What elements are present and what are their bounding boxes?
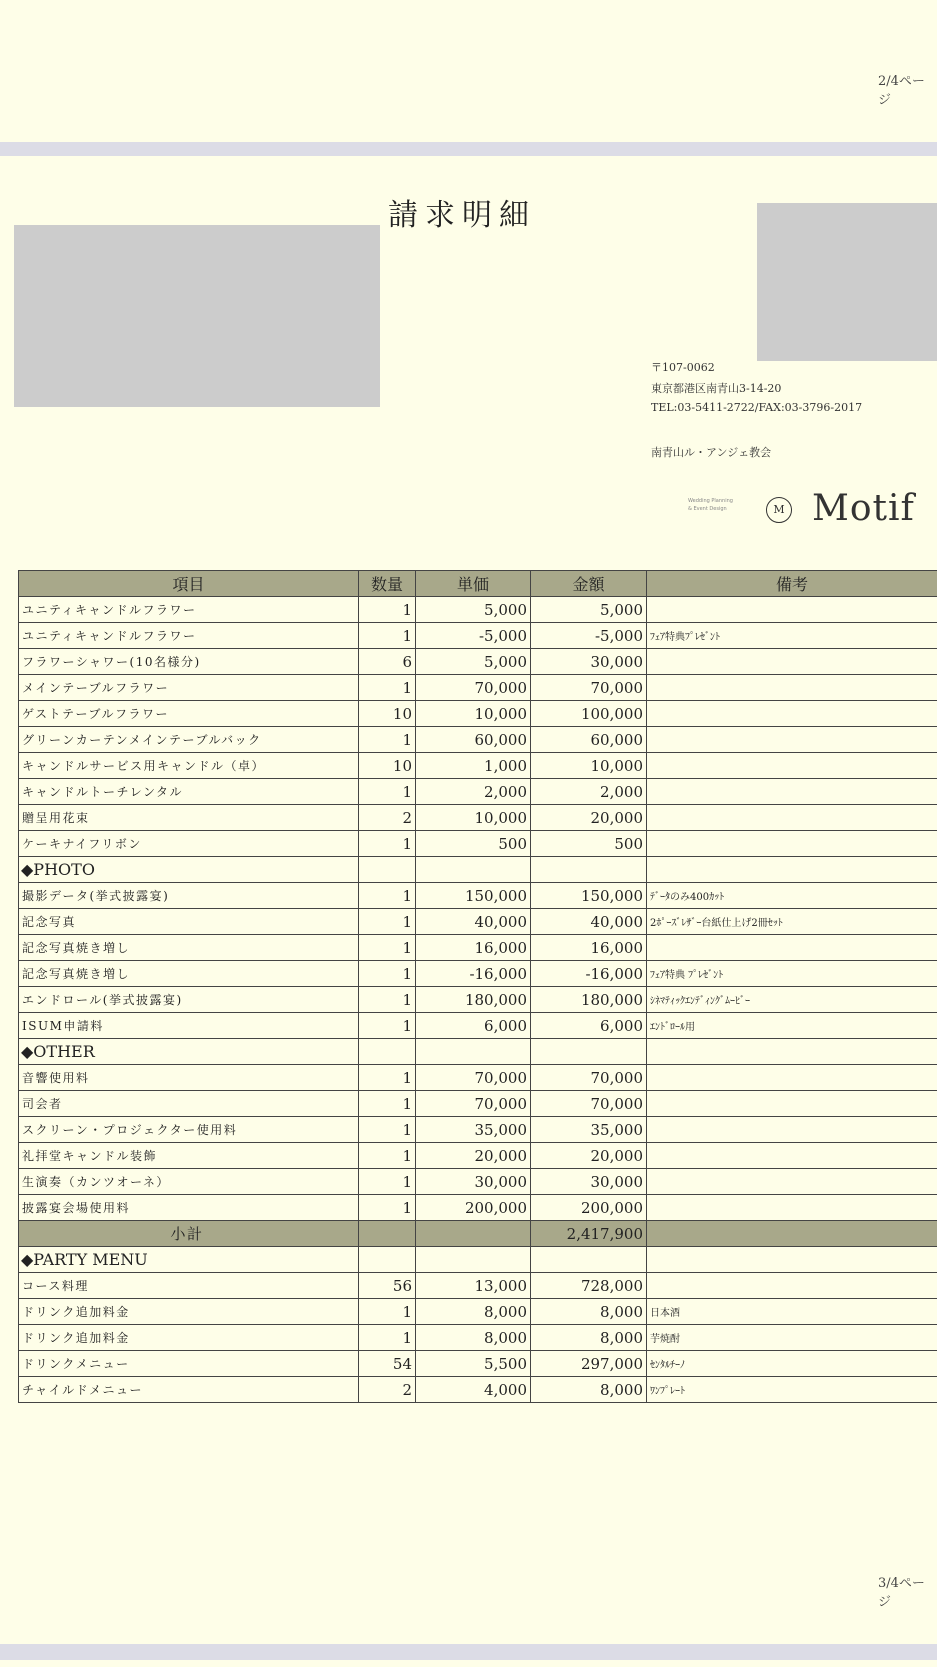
logo-mark-icon: M — [766, 497, 792, 523]
table-row — [19, 1377, 937, 1403]
unit-price-cell: 500 — [416, 831, 531, 857]
qty-cell: 1 — [359, 1117, 416, 1143]
amount-cell: 2,417,900 — [531, 1221, 647, 1247]
item-cell: 音響使用料 — [19, 1065, 359, 1091]
table-row — [19, 623, 937, 649]
item-cell: ドリンク追加料金 — [19, 1325, 359, 1351]
amount-cell: 100,000 — [531, 701, 647, 727]
amount-cell: 5,000 — [531, 597, 647, 623]
table-row — [19, 805, 937, 831]
note-cell — [647, 831, 937, 857]
note-cell: 日本酒 — [647, 1299, 937, 1325]
item-cell: 贈呈用花束 — [19, 805, 359, 831]
qty-cell: 1 — [359, 1325, 416, 1351]
qty-cell: 56 — [359, 1273, 416, 1299]
qty-cell: 1 — [359, 961, 416, 987]
item-cell: コース料理 — [19, 1273, 359, 1299]
note-cell — [647, 1169, 937, 1195]
logo-tagline — [688, 497, 768, 513]
item-cell: スクリーン・プロジェクター使用料 — [19, 1117, 359, 1143]
header-unit-price: 単価 — [416, 571, 531, 597]
item-cell: 小計 — [19, 1221, 359, 1247]
table-row — [19, 597, 937, 623]
item-cell: ユニティキャンドルフラワー — [19, 597, 359, 623]
amount-cell: 30,000 — [531, 1169, 647, 1195]
item-cell: 記念写真焼き増し — [19, 961, 359, 987]
note-cell: ﾜﾝﾌﾟﾚｰﾄ — [647, 1377, 937, 1403]
qty-cell: 1 — [359, 1169, 416, 1195]
unit-price-cell: 70,000 — [416, 1065, 531, 1091]
qty-cell: 1 — [359, 727, 416, 753]
table-row — [19, 987, 937, 1013]
table-body — [19, 597, 937, 1403]
item-cell: 記念写真 — [19, 909, 359, 935]
unit-price-cell: 150,000 — [416, 883, 531, 909]
unit-price-cell: 180,000 — [416, 987, 531, 1013]
qty-cell: 1 — [359, 675, 416, 701]
unit-price-cell: 8,000 — [416, 1325, 531, 1351]
qty-cell — [359, 1247, 416, 1273]
amount-cell: 8,000 — [531, 1325, 647, 1351]
unit-price-cell: 30,000 — [416, 1169, 531, 1195]
table-row — [19, 909, 937, 935]
note-cell — [647, 805, 937, 831]
amount-cell: 40,000 — [531, 909, 647, 935]
qty-cell: 1 — [359, 1143, 416, 1169]
amount-cell: 8,000 — [531, 1377, 647, 1403]
note-cell: ｾﾝﾀﾙﾁｰﾉ — [647, 1351, 937, 1377]
unit-price-cell: 5,500 — [416, 1351, 531, 1377]
item-cell: ゲストテーブルフラワー — [19, 701, 359, 727]
unit-price-cell: 35,000 — [416, 1117, 531, 1143]
table-row — [19, 1325, 937, 1351]
qty-cell: 1 — [359, 623, 416, 649]
table-row — [19, 675, 937, 701]
page-number-bottom: 3/4ページ — [878, 1576, 925, 1610]
qty-cell: 1 — [359, 935, 416, 961]
qty-cell: 2 — [359, 805, 416, 831]
unit-price-cell: 70,000 — [416, 675, 531, 701]
note-cell — [647, 779, 937, 805]
section-row — [19, 1039, 937, 1065]
unit-price-cell: 60,000 — [416, 727, 531, 753]
qty-cell: 1 — [359, 831, 416, 857]
amount-cell: 70,000 — [531, 675, 647, 701]
table-row — [19, 1273, 937, 1299]
note-cell — [647, 1039, 937, 1065]
item-cell: ケーキナイフリボン — [19, 831, 359, 857]
item-cell: チャイルドメニュー — [19, 1377, 359, 1403]
unit-price-cell: 5,000 — [416, 597, 531, 623]
table-row — [19, 961, 937, 987]
unit-price-cell: 8,000 — [416, 1299, 531, 1325]
amount-cell: 30,000 — [531, 649, 647, 675]
section-row — [19, 857, 937, 883]
note-cell: ｼﾈﾏﾃｨｯｸｴﾝﾃﾞｨﾝｸﾞﾑｰﾋﾞｰ — [647, 987, 937, 1013]
unit-price-cell: 2,000 — [416, 779, 531, 805]
item-cell: ◆PHOTO — [19, 857, 359, 883]
qty-cell — [359, 857, 416, 883]
item-cell: エンドロール(挙式披露宴) — [19, 987, 359, 1013]
qty-cell: 54 — [359, 1351, 416, 1377]
item-cell: 生演奏（カンツオーネ） — [19, 1169, 359, 1195]
qty-cell — [359, 1039, 416, 1065]
qty-cell: 1 — [359, 1091, 416, 1117]
redacted-recipient — [14, 225, 380, 407]
qty-cell: 1 — [359, 883, 416, 909]
header-amount: 金額 — [531, 571, 647, 597]
note-cell — [647, 597, 937, 623]
note-cell — [647, 649, 937, 675]
amount-cell — [531, 1039, 647, 1065]
note-cell — [647, 1273, 937, 1299]
table-row — [19, 1299, 937, 1325]
qty-cell: 6 — [359, 649, 416, 675]
table-row — [19, 779, 937, 805]
unit-price-cell: 20,000 — [416, 1143, 531, 1169]
note-cell — [647, 1065, 937, 1091]
qty-cell: 1 — [359, 1065, 416, 1091]
note-cell — [647, 675, 937, 701]
qty-cell: 2 — [359, 1377, 416, 1403]
page-separator — [0, 142, 937, 156]
unit-price-cell: 5,000 — [416, 649, 531, 675]
amount-cell: 35,000 — [531, 1117, 647, 1143]
note-cell: 芋焼酎 — [647, 1325, 937, 1351]
header-item: 項目 — [19, 571, 359, 597]
amount-cell: 60,000 — [531, 727, 647, 753]
item-cell: ◆PARTY MENU — [19, 1247, 359, 1273]
invoice-table — [18, 570, 937, 1403]
unit-price-cell: 40,000 — [416, 909, 531, 935]
unit-price-cell: -5,000 — [416, 623, 531, 649]
qty-cell — [359, 1221, 416, 1247]
amount-cell: -5,000 — [531, 623, 647, 649]
amount-cell: 20,000 — [531, 805, 647, 831]
item-cell: 司会者 — [19, 1091, 359, 1117]
table-row — [19, 649, 937, 675]
section-row — [19, 1247, 937, 1273]
qty-cell: 1 — [359, 909, 416, 935]
item-cell: ユニティキャンドルフラワー — [19, 623, 359, 649]
table-row — [19, 1091, 937, 1117]
note-cell — [647, 727, 937, 753]
note-cell: ｴﾝﾄﾞﾛｰﾙ用 — [647, 1013, 937, 1039]
note-cell — [647, 857, 937, 883]
qty-cell: 1 — [359, 779, 416, 805]
table-row — [19, 1143, 937, 1169]
amount-cell: 500 — [531, 831, 647, 857]
unit-price-cell: 70,000 — [416, 1091, 531, 1117]
qty-cell: 10 — [359, 753, 416, 779]
item-cell: フラワーシャワー(10名様分) — [19, 649, 359, 675]
note-cell — [647, 1195, 937, 1221]
amount-cell: 6,000 — [531, 1013, 647, 1039]
unit-price-cell: 13,000 — [416, 1273, 531, 1299]
note-cell — [647, 1117, 937, 1143]
subtotal-row — [19, 1221, 937, 1247]
unit-price-cell: -16,000 — [416, 961, 531, 987]
document-title: 請求明細 — [388, 198, 536, 233]
item-cell: ◆OTHER — [19, 1039, 359, 1065]
table-row — [19, 1013, 937, 1039]
qty-cell: 10 — [359, 701, 416, 727]
page-separator-bottom — [0, 1644, 937, 1660]
item-cell: 撮影データ(挙式披露宴) — [19, 883, 359, 909]
qty-cell: 1 — [359, 1299, 416, 1325]
amount-cell: 297,000 — [531, 1351, 647, 1377]
amount-cell: 20,000 — [531, 1143, 647, 1169]
unit-price-cell — [416, 1247, 531, 1273]
amount-cell — [531, 857, 647, 883]
unit-price-cell: 1,000 — [416, 753, 531, 779]
table-row — [19, 1351, 937, 1377]
table-row — [19, 1169, 937, 1195]
note-cell — [647, 701, 937, 727]
unit-price-cell: 6,000 — [416, 1013, 531, 1039]
unit-price-cell — [416, 857, 531, 883]
amount-cell: 16,000 — [531, 935, 647, 961]
amount-cell: 150,000 — [531, 883, 647, 909]
unit-price-cell: 4,000 — [416, 1377, 531, 1403]
item-cell: ドリンクメニュー — [19, 1351, 359, 1377]
note-cell — [647, 1143, 937, 1169]
note-cell: 2ﾎﾟｰｽﾞﾚｻﾞｰ台紙仕上げ2冊ｾｯﾄ — [647, 909, 937, 935]
logo-tagline-1: Wedding Planning — [688, 498, 733, 504]
postal-code: 〒107-0062 — [651, 361, 715, 374]
unit-price-cell: 16,000 — [416, 935, 531, 961]
table-row — [19, 935, 937, 961]
note-cell — [647, 753, 937, 779]
tel-fax: TEL:03-5411-2722/FAX:03-3796-2017 — [651, 401, 863, 414]
redacted-seal — [757, 203, 937, 361]
unit-price-cell: 200,000 — [416, 1195, 531, 1221]
amount-cell — [531, 1247, 647, 1273]
qty-cell: 1 — [359, 987, 416, 1013]
amount-cell: 2,000 — [531, 779, 647, 805]
note-cell: ﾌｪｱ特典ﾌﾟﾚｾﾞﾝﾄ — [647, 623, 937, 649]
unit-price-cell: 10,000 — [416, 805, 531, 831]
table-row — [19, 1065, 937, 1091]
amount-cell: -16,000 — [531, 961, 647, 987]
table-row — [19, 883, 937, 909]
amount-cell: 200,000 — [531, 1195, 647, 1221]
address-line: 東京都港区南青山3-14-20 — [651, 382, 782, 395]
table-row — [19, 727, 937, 753]
unit-price-cell — [416, 1039, 531, 1065]
header-qty: 数量 — [359, 571, 416, 597]
amount-cell: 8,000 — [531, 1299, 647, 1325]
logo-name: Motif — [812, 488, 915, 529]
item-cell: 披露宴会場使用料 — [19, 1195, 359, 1221]
amount-cell: 70,000 — [531, 1091, 647, 1117]
item-cell: キャンドルサービス用キャンドル（卓） — [19, 753, 359, 779]
note-cell — [647, 935, 937, 961]
note-cell — [647, 1247, 937, 1273]
note-cell — [647, 1091, 937, 1117]
unit-price-cell — [416, 1221, 531, 1247]
amount-cell: 70,000 — [531, 1065, 647, 1091]
item-cell: 礼拝堂キャンドル装飾 — [19, 1143, 359, 1169]
unit-price-cell: 10,000 — [416, 701, 531, 727]
amount-cell: 728,000 — [531, 1273, 647, 1299]
item-cell: グリーンカーテンメインテーブルバック — [19, 727, 359, 753]
qty-cell: 1 — [359, 1195, 416, 1221]
note-cell: ﾌｪｱ特典 ﾌﾟﾚｾﾞﾝﾄ — [647, 961, 937, 987]
item-cell: メインテーブルフラワー — [19, 675, 359, 701]
venue-name: 南青山ル・アンジェ教会 — [651, 446, 772, 459]
qty-cell: 1 — [359, 597, 416, 623]
table-header-row — [19, 571, 937, 597]
table-row — [19, 701, 937, 727]
table-row — [19, 1195, 937, 1221]
item-cell: キャンドルトーチレンタル — [19, 779, 359, 805]
note-cell: ﾃﾞｰﾀのみ400ｶｯﾄ — [647, 883, 937, 909]
item-cell: 記念写真焼き増し — [19, 935, 359, 961]
logo-tagline-2: & Event Design — [688, 506, 727, 512]
item-cell: ドリンク追加料金 — [19, 1299, 359, 1325]
page-number-top: 2/4ページ — [878, 74, 925, 108]
amount-cell: 10,000 — [531, 753, 647, 779]
table-row — [19, 753, 937, 779]
qty-cell: 1 — [359, 1013, 416, 1039]
amount-cell: 180,000 — [531, 987, 647, 1013]
note-cell — [647, 1221, 937, 1247]
table-row — [19, 1117, 937, 1143]
header-note: 備考 — [647, 571, 937, 597]
table-row — [19, 831, 937, 857]
item-cell: ISUM申請料 — [19, 1013, 359, 1039]
